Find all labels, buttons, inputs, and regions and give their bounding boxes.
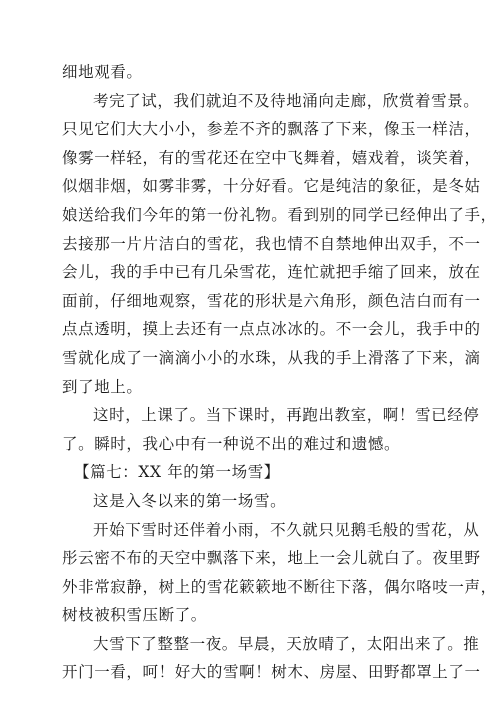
text-line: 像雾一样轻，有的雪花还在空中飞舞着，嬉戏着，谈笑着， [62, 148, 481, 167]
paragraph-start: 大雪下了整整一夜。早晨，天放晴了，太阳出来了。推 [93, 634, 480, 653]
text-line: 会儿，我的手中已有几朵雪花，连忙就把手缩了回来，放在 [62, 263, 481, 282]
text-line: 外非常寂静，树上的雪花簌簌地不断往下落，偶尔咯吱一声， [62, 577, 497, 596]
text-line: 只见它们大大小小，参差不齐的飘落了下来，像玉一样洁， [62, 120, 481, 139]
paragraph-start: 这时，上课了。当下课时，再跑出教室，啊！雪已经停 [93, 406, 480, 425]
text-line: 开门一看，呵！好大的雪啊！树木、房屋、田野都罩上了一 [62, 663, 481, 682]
document-body [62, 58, 497, 687]
section-heading: 【篇七：XX 年的第一场雪】 [74, 463, 280, 482]
text-line: 娘送给我们今年的第一份礼物。看到别的同学已经伸出了手， [62, 205, 497, 224]
paragraph-start: 开始下雪时还伴着小雨，不久就只见鹅毛般的雪花，从 [93, 520, 480, 539]
text-line: 雪就化成了一滴滴小小的水珠，从我的手上滑落了下来，滴 [62, 348, 481, 367]
text-line: 了。瞬时，我心中有一种说不出的难过和遗憾。 [62, 434, 401, 453]
paragraph-start: 这是入冬以来的第一场雪。 [93, 491, 287, 510]
paragraph-start: 考完了试，我们就迫不及待地涌向走廊，欣赏着雪景。 [93, 91, 480, 110]
text-line: 去接那一片片洁白的雪花，我也情不自禁地伸出双手，不一 [62, 234, 481, 253]
text-line: 面前，仔细地观察，雪花的形状是六角形，颜色洁白而有一 [62, 291, 481, 310]
text-line: 点点透明，摸上去还有一点点冰冰的。不一会儿，我手中的 [62, 320, 481, 339]
text-line: 树枝被积雪压断了。 [62, 606, 207, 625]
text-line: 似烟非烟，如雾非雾，十分好看。它是纯洁的象征，是冬姑 [62, 177, 481, 196]
text-line: 到了地上。 [62, 377, 143, 396]
text-line: 细地观看。 [62, 63, 143, 81]
text-line: 彤云密不布的天空中飘落下来，地上一会儿就白了。夜里野 [62, 549, 481, 568]
